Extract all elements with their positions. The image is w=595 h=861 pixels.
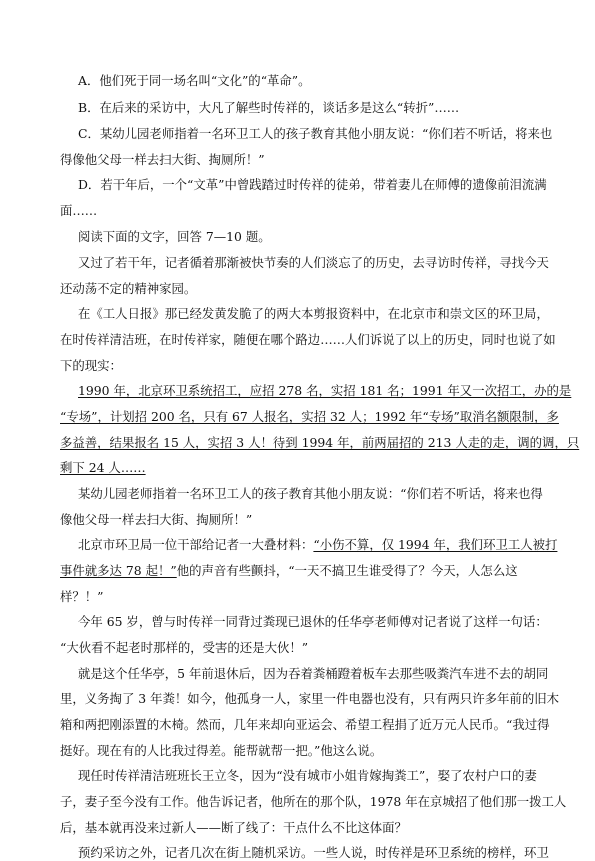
- paragraph-5-quote-end: 事件就多达 78 起！”: [60, 563, 177, 578]
- paragraph-2-line-2: 在时传祥清洁班，在时传祥家，随便在哪个路边……人们诉说了以上的历史，同时也说了如: [60, 332, 556, 347]
- paragraph-5-quote: “小伤不算，仅 1994 年，我们环卫工人被打: [313, 537, 558, 552]
- paragraph-4-line-1: 某幼儿园老师指着一名环卫工人的孩子教育其他小朋友说：“你们若不听话，将来也得: [78, 486, 543, 501]
- paragraph-2-line-3: 下的现实：: [60, 358, 122, 373]
- option-c-line-1: C．某幼儿园老师指着一名环卫工人的孩子教育其他小朋友说：“你们若不听话，将来也: [78, 126, 553, 141]
- paragraph-7-line-3: 箱和两把刚添置的木椅。然而，几年来却向亚运会、希望工程捐了近万元人民币。“我过得: [60, 717, 550, 732]
- paragraph-3-line-1: 1990 年，北京环卫系统招工，应招 278 名，实招 181 名；1991 年又一次招工，办的是: [78, 383, 572, 398]
- option-c-line-2: 得像他父母一样去扫大街、掏厕所！”: [60, 152, 265, 167]
- paragraph-8-line-2: 子，妻子至今没有工作。他告诉记者，他所在的那个队，1978 年在京城招了他们那一拨工人: [60, 794, 567, 809]
- option-d-line-2: 面……: [60, 203, 98, 218]
- option-d-line-1: D．若干年后，一个“文革”中曾践踏过时传祥的徒弟，带着妻儿在师傅的遗像前泪流满: [78, 177, 547, 192]
- paragraph-1-line-1: 又过了若干年，记者循着那渐被快节奏的人们淡忘了的历史，去寻访时传祥，寻找今天: [78, 255, 549, 270]
- paragraph-9-line-1: 预约采访之外，记者几次在街上随机采访。一些人说，时传祥是环卫系统的榜样，环卫: [78, 845, 549, 860]
- option-a: A．他们死于同一场名叫“文化”的“革命”。: [78, 73, 311, 88]
- option-b: B．在后来的采访中，大凡了解些时传祥的，谈话多是这么“转折”……: [78, 100, 460, 115]
- paragraph-5-line-3: 样？！”: [60, 589, 104, 604]
- paragraph-1-line-2: 还动荡不定的精神家园。: [60, 281, 197, 296]
- paragraph-4-line-2: 像他父母一样去扫大街、掏厕所！”: [60, 512, 253, 527]
- paragraph-5-text: 北京市环卫局一位干部给记者一大叠材料：: [78, 537, 314, 552]
- paragraph-5-line-1: [78, 537, 557, 553]
- paragraph-7-line-2: 里，义务掏了 3 年粪！如今，他孤身一人，家里一件电器也没有，只有两只许多年前的旧木: [60, 691, 559, 706]
- paragraph-7-line-1: 就是这个任华亭，5 年前退休后，因为吞着粪桶蹬着板车去那些吸粪汽车进不去的胡同: [78, 666, 549, 681]
- paragraph-3-line-2: “专场”，计划招 200 名，只有 67 人报名，实招 32 人；1992 年“专场”取消名额限制，多: [60, 409, 559, 424]
- paragraph-3-line-4: 剩下 24 人……: [60, 460, 146, 475]
- paragraph-2-line-1: 在《工人日报》那已经发黄发脆了的两大本剪报资料中，在北京市和崇文区的环卫局，: [78, 306, 549, 321]
- paragraph-6-line-1: 今年 65 岁，曾与时传祥一同背过粪现已退休的任华亭老师傅对记者说了这样一句话：: [78, 614, 548, 629]
- paragraph-8-line-3: 后，基本就再没来过新人——断了线了：干点什么不比这体面？: [60, 820, 407, 835]
- paragraph-7-line-4: 挺好。现在有的人比我过得差。能帮就帮一把。”他这么说。: [60, 743, 383, 758]
- reading-instruction: 阅读下面的文字，回答 7—10 题。: [78, 229, 271, 244]
- paragraph-8-line-1: 现任时传祥清洁班班长王立冬，因为“没有城市小姐肯嫁掏粪工”，娶了农村户口的妻: [78, 768, 537, 783]
- paragraph-5-text-cont: 他的声音有些颤抖，“一天不搞卫生谁受得了？今天，人怎么这: [176, 563, 518, 578]
- paragraph-3-line-3: 多益善，结果报名 15 人，实招 3 人！待到 1994 年，前两届招的 213 人走的走，调的调，只: [60, 435, 580, 450]
- paragraph-6-line-2: “大伙看不起老时那样的，受害的还是大伙！”: [60, 640, 309, 655]
- paragraph-5-line-2: [60, 563, 518, 579]
